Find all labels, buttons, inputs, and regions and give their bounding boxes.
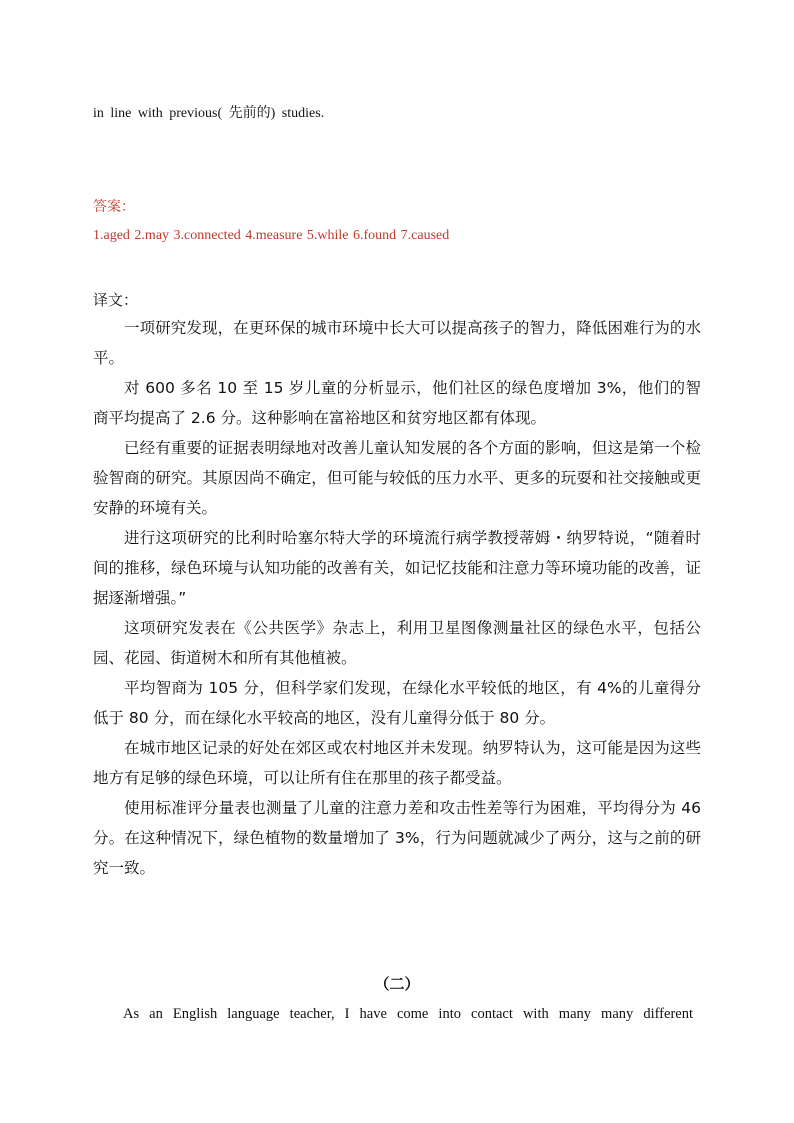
- answer-list: 1.aged 2.may 3.connected 4.measure 5.while 6.found 7.caused: [93, 228, 450, 243]
- translation-paragraph: 使用标准评分量表也测量了儿童的注意力差和攻击性差等行为困难，平均得分为 46 分。在这种情况下，绿色植物的数量增加了 3%，行为问题就减少了两分，这与之前的研究一致。: [93, 799, 701, 877]
- answer-label: 答案：: [93, 199, 135, 215]
- translation-body: [93, 313, 701, 883]
- translation-paragraph: 一项研究发现，在更环保的城市环境中长大可以提高孩子的智力，降低困难行为的水平。: [93, 319, 701, 367]
- translation-label: 译文：: [93, 291, 139, 309]
- translation-paragraph: 进行这项研究的比利时哈塞尔特大学的环境流行病学教授蒂姆・纳罗特说，“随着时间的推移，绿色环境与认知功能的改善有关，如记忆技能和注意力等环境功能的改善，证据逐渐增强。”: [93, 529, 701, 607]
- translation-paragraph: 已经有重要的证据表明绿地对改善儿童认知发展的各个方面的影响，但这是第一个检验智商的研究。其原因尚不确定，但可能与较低的压力水平、更多的玩耍和社交接触或更安静的环境有关。: [93, 439, 701, 517]
- section-title: （二）: [374, 975, 420, 993]
- translation-paragraph: 对 600 多名 10 至 15 岁儿童的分析显示，他们社区的绿色度增加 3%，他们的智商平均提高了 2.6 分。这种影响在富裕地区和贫穷地区都有体现。: [93, 379, 701, 427]
- passage-two-first-line: As an English language teacher, I have come into contact with many many different: [123, 1006, 693, 1022]
- passage-ending-line: in line with previous( 先前的) studies.: [93, 106, 325, 121]
- translation-paragraph: 在城市地区记录的好处在郊区或农村地区并未发现。纳罗特认为，这可能是因为这些地方有足够的绿色环境，可以让所有住在那里的孩子都受益。: [93, 739, 701, 787]
- translation-paragraph: 平均智商为 105 分，但科学家们发现，在绿化水平较低的地区，有 4%的儿童得分低于 80 分，而在绿化水平较高的地区，没有儿童得分低于 80 分。: [93, 679, 701, 727]
- translation-paragraph: 这项研究发表在《公共医学》杂志上，利用卫星图像测量社区的绿色水平，包括公园、花园、街道树木和所有其他植被。: [93, 619, 701, 667]
